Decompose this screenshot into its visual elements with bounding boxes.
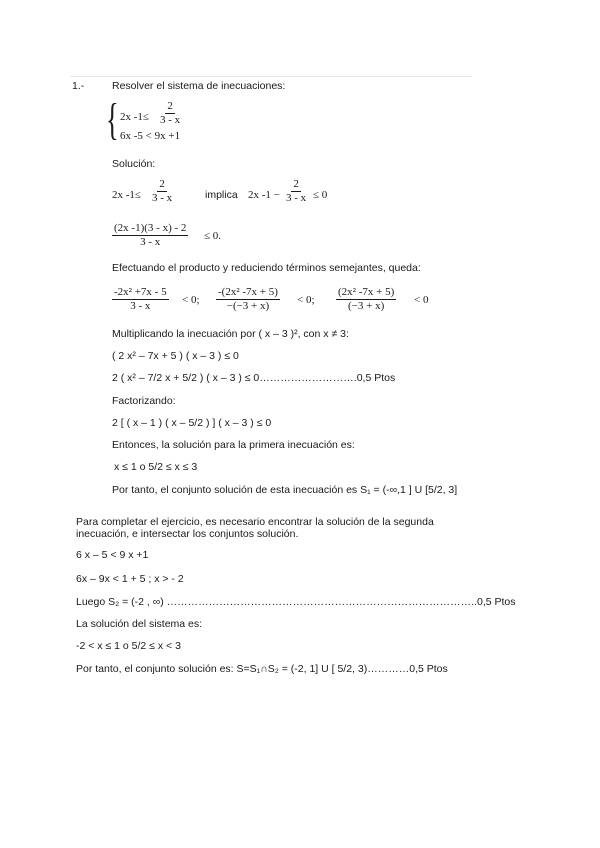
solution-1: x ≤ 1 o 5/2 ≤ x ≤ 3 (114, 461, 198, 473)
form2-rhs: < 0; (297, 294, 315, 306)
part2-eq1: 6 x – 5 < 9 x +1 (76, 549, 149, 561)
multiplicando-text: Multiplicando la inecuación por ( x – 3 )², con x ≠ 3: (112, 328, 349, 340)
fraction-denominator: 3 - x (160, 114, 181, 126)
problem-statement: Resolver el sistema de inecuaciones: (112, 80, 286, 92)
step1b-rhs: ≤ 0 (313, 189, 328, 201)
fraction-numerator: (2x² -7x + 5) (338, 286, 395, 298)
form3-rhs: < 0 (414, 294, 429, 306)
fraction-numerator: 2 (159, 178, 165, 190)
fraction-denominator: 3 - x (286, 192, 307, 204)
system-line1-fraction (158, 100, 182, 127)
step1-lhs: 2x -1≤ (112, 189, 141, 201)
form2-fraction (216, 286, 280, 313)
fraction-numerator: -2x² +7x - 5 (114, 286, 167, 298)
fraction-numerator: (2x -1)(3 - x) - 2 (114, 222, 187, 234)
part2-eq2: 6x – 9x < 1 + 5 ; x > - 2 (76, 573, 184, 585)
form1-fraction (112, 286, 169, 313)
solution-2: -2 < x ≤ 1 o 5/2 ≤ x < 3 (76, 640, 181, 652)
entonces-text: Entonces, la solución para la primera inecuación es: (112, 439, 355, 451)
system-line2: 6x -5 < 9x +1 (120, 130, 181, 142)
fraction-numerator: 2 (293, 178, 299, 190)
fraction-denominator: 3 - x (130, 300, 151, 312)
form1-rhs: < 0; (182, 294, 200, 306)
fraction-denominator: 3 - x (152, 192, 173, 204)
solution-heading: Solución: (112, 158, 156, 170)
problem-number: 1.- (72, 80, 85, 92)
inequality-1: ( 2 x² – 7x + 5 ) ( x – 3 ) ≤ 0 (112, 350, 239, 362)
step2-rhs: ≤ 0. (204, 230, 222, 242)
portanto-1: Por tanto, el conjunto solución de esta inecuación es S₁ = (-∞,1 ] U [5/2, 3] (112, 484, 458, 496)
step1b-fraction (284, 178, 308, 205)
fraction-numerator: 2 (167, 100, 173, 112)
inequality-2: 2 ( x² – 7/2 x + 5/2 ) ( x – 3 ) ≤ 0……………………….0,5 Ptos (112, 372, 396, 384)
step2-fraction (112, 222, 188, 249)
part2-paragraph-line1: Para completar el ejercicio, es necesario encontrar la solución de la segunda (76, 516, 434, 528)
inequality-3: 2 [ ( x – 1 ) ( x – 5/2 ) ] ( x – 3 ) ≤ 0 (112, 417, 272, 429)
factorizando-label: Factorizando: (112, 395, 176, 407)
step1-fraction (150, 178, 174, 205)
part2-paragraph-line2: inecuación, e intersectar los conjuntos solución. (76, 528, 299, 540)
portanto-2: Por tanto, el conjunto solución es: S=S₁∩S₂ = (-2, 1] U [ 5/2, 3)…………0,5 Ptos (76, 663, 448, 675)
efectuando-text: Efectuando el producto y reduciendo términos semejantes, queda: (112, 262, 421, 274)
step1b-lhs: 2x -1 − (248, 189, 280, 201)
implies-label: implica (205, 189, 238, 201)
system-line1-lhs: 2x -1≤ (120, 111, 149, 123)
system-brace: { (106, 95, 119, 144)
fraction-denominator: 3 - x (140, 236, 161, 248)
fraction-denominator: −(−3 + x) (226, 300, 270, 312)
luego-s2: Luego S₂ = (-2 , ∞) ……………………………………………………………………………..0,5 Ptos (76, 596, 516, 608)
top-rule (70, 76, 472, 77)
sol-sistema-label: La solución del sistema es: (76, 618, 203, 630)
fraction-numerator: -(2x² -7x + 5) (218, 286, 278, 298)
fraction-denominator: (−3 + x) (348, 300, 385, 312)
form3-fraction (336, 286, 396, 313)
